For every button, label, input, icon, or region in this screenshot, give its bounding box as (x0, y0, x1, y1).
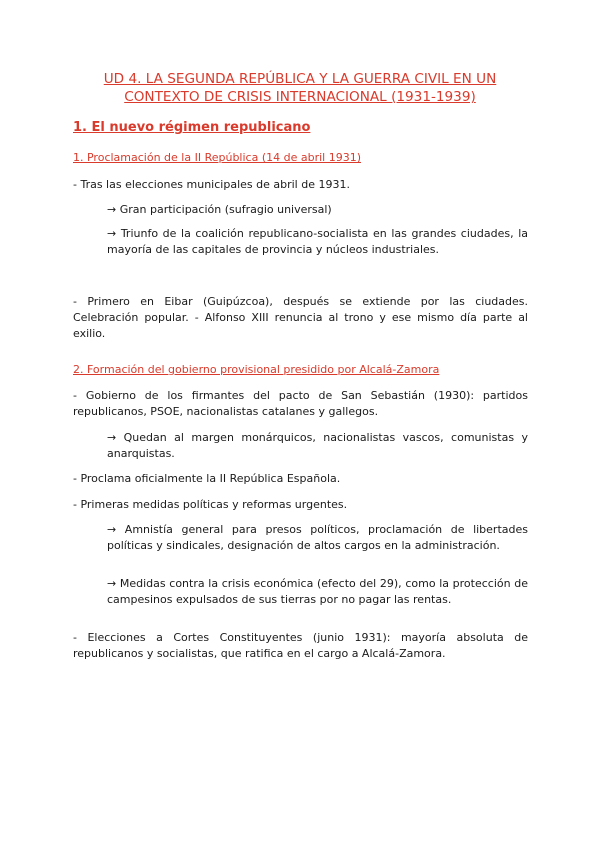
subsection-heading-2: 2. Formación del gobierno provisional presidido por Alcalá-Zamora (73, 363, 440, 376)
paragraph: - Primeras medidas políticas y reformas urgentes. (73, 498, 348, 511)
bullet-item: → Amnistía general para presos políticos, proclamación de libertades políticas y sindicales, designación de altos cargos en la administración. (107, 523, 528, 552)
bullet-item: → Triunfo de la coalición republicano-socialista en las grandes ciudades, la mayoría de las capitales de provincia y núcleos industriales. (107, 227, 528, 256)
bullet-item: → Medidas contra la crisis económica (efecto del 29), como la protección de campesinos expulsados de sus tierras por no pagar las rentas. (107, 577, 528, 606)
document-title (60, 70, 540, 106)
title-line-2: CONTEXTO DE CRISIS INTERNACIONAL (1931-1939) (124, 89, 476, 105)
bullet-item: → Quedan al margen monárquicos, nacionalistas vascos, comunistas y anarquistas. (107, 431, 528, 460)
title-line-1: UD 4. LA SEGUNDA REPÚBLICA Y LA GUERRA CIVIL EN UN (103, 71, 497, 87)
paragraph: - Proclama oficialmente la II República Española. (73, 472, 341, 485)
paragraph: - Tras las elecciones municipales de abril de 1931. (73, 178, 350, 191)
paragraph: - Primero en Eibar (Guipúzcoa), después se extiende por las ciudades. Celebración popular. - Alfonso XIII renuncia al trono y ese mismo día parte al exilio. (73, 295, 528, 340)
section-heading: 1. El nuevo régimen republicano (73, 120, 311, 135)
paragraph: - Elecciones a Cortes Constituyentes (junio 1931): mayoría absoluta de republicanos y socialistas, que ratifica en el cargo a Alcalá-Zamora. (73, 631, 528, 660)
subsection-heading-1: 1. Proclamación de la II República (14 de abril 1931) (73, 151, 361, 164)
paragraph: - Gobierno de los firmantes del pacto de San Sebastián (1930): partidos republicanos, PSOE, nacionalistas catalanes y gallegos. (73, 389, 528, 418)
bullet-item: → Gran participación (sufragio universal) (107, 203, 332, 216)
